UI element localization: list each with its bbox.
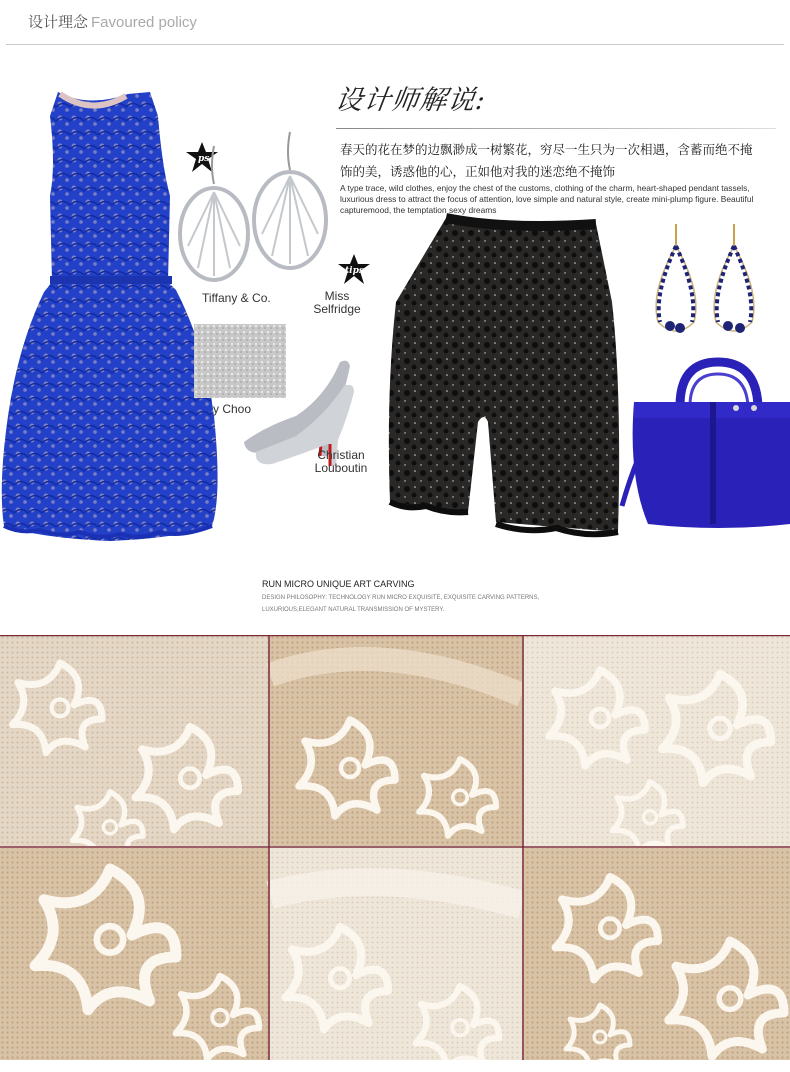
- tips-left-text: ps: [198, 154, 210, 164]
- lace-photo-1: [0, 635, 268, 862]
- label-tiffany: Tiffany & Co.: [202, 291, 271, 305]
- blue-handbag-image: [618, 356, 790, 534]
- art-carving-desc-line2: LUXURIOUS,ELEGANT NATURAL TRANSMISSION OF MYSTERY.: [262, 607, 445, 613]
- designer-divider: [336, 128, 776, 129]
- beaded-earrings-image: [650, 222, 760, 342]
- tips-right-text: tips: [345, 266, 364, 276]
- label-jimmy-choo: y Choo: [213, 402, 252, 416]
- art-carving-desc-line1: DESIGN PHILOSOPHY: TECHNOLOGY RUN MICRO EXQUISITE, EXQUISITE CARVING PATTERNS,: [262, 595, 540, 601]
- lace-photo-4: [0, 848, 268, 1060]
- art-carving-title: RUN MICRO UNIQUE ART CARVING: [262, 579, 415, 589]
- label-selfridge-line1: Miss: [324, 289, 350, 303]
- lace-photo-6: [524, 848, 790, 1060]
- lace-detail-grid: [0, 635, 790, 1060]
- designer-text-en: A type trace, wild clothes, enjoy the chest of the customs, clothing of the charm, heart-shaped pendant tassels, luxurious dress to attract the focus of attention, love simple and natural style, create mini-plump figure. Beautiful capturemood, the temptation sexy dreams: [340, 183, 754, 215]
- silver-earrings-image: [176, 126, 332, 286]
- art-carving-desc: [262, 592, 602, 616]
- lace-photo-3: [524, 635, 790, 852]
- section-title: [28, 11, 197, 32]
- lace-photo-2: [270, 635, 522, 846]
- designer-text-cn: 春天的花在梦的边飘渺成一树繁花，穷尽一生只为一次相遇，含蓄而绝不掩饰的美，诱惑他的心，正如他对我的迷恋绝不掩饰: [340, 142, 753, 179]
- label-louboutin-line2: Louboutin: [314, 461, 368, 475]
- lace-photo-5: [270, 848, 522, 1060]
- page-header: [0, 0, 790, 46]
- tips-star-icon: [338, 254, 370, 286]
- section-title-cn: 设计理念: [28, 13, 89, 31]
- black-lace-shorts-image: [386, 212, 622, 542]
- designer-title: 设计师解说:: [333, 85, 488, 116]
- label-louboutin-line1: Christian: [317, 448, 365, 462]
- label-christian-louboutin: [308, 449, 374, 475]
- label-selfridge-line2: Selfridge: [313, 302, 361, 316]
- header-divider: [6, 44, 784, 45]
- section-title-en: Favoured policy: [91, 14, 197, 31]
- label-miss-selfridge: [312, 290, 362, 316]
- lace-detail-photos: [0, 635, 790, 1060]
